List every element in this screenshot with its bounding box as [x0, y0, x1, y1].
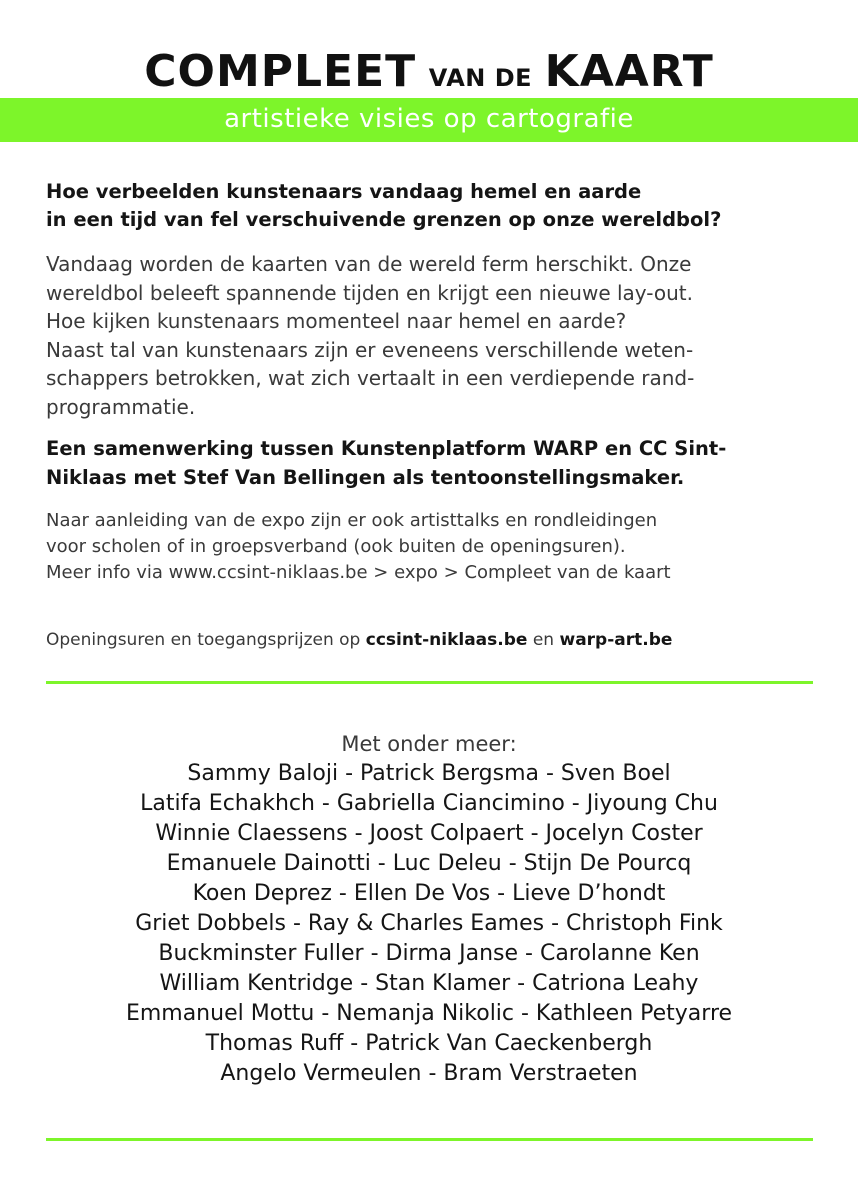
hours-conjunction: en	[527, 630, 560, 650]
artist-line: William Kentridge - Stan Klamer - Catriona Leahy	[159, 971, 699, 996]
lead-question	[46, 178, 826, 234]
divider-bottom	[46, 1138, 813, 1141]
info-line: voor scholen of in groepsverband (ook buiten de openingsuren).	[46, 536, 626, 557]
divider-top	[46, 681, 813, 684]
title-kaart: KAART	[544, 46, 714, 97]
info-line: Naar aanleiding van de expo zijn er ook artisttalks en rondleidingen	[46, 510, 658, 531]
title-compleet: COMPLEET	[144, 46, 417, 97]
artist-line: Griet Dobbels - Ray & Charles Eames - Christoph Fink	[135, 911, 723, 936]
artist-line: Emmanuel Mottu - Nemanja Nikolic - Kathleen Petyarre	[125, 1001, 733, 1026]
collaboration-statement	[46, 434, 826, 492]
artist-line: Buckminster Fuller - Dirma Janse - Carolanne Ken	[158, 941, 700, 966]
paragraph-line: Naast tal van kunstenaars zijn er eveneens verschillende weten-	[46, 337, 694, 362]
warp-art-link[interactable]: warp-art.be	[559, 630, 673, 650]
lead-question-line: in een tijd van fel verschuivende grenzen op onze wereldbol?	[46, 208, 722, 231]
collaboration-line: Een samenwerking tussen Kunstenplatform WARP en CC Sint-	[46, 437, 727, 460]
artist-list-intro: Met onder meer:	[341, 732, 517, 756]
subtitle-band	[0, 98, 858, 142]
collaboration-line: Niklaas met Stef Van Bellingen als tentoonstellingsmaker.	[46, 466, 685, 489]
info-line: Meer info via www.ccsint-niklaas.be > expo > Compleet van de kaart	[46, 562, 671, 583]
paragraph-line: Vandaag worden de kaarten van de wereld ferm herschikt. Onze	[46, 252, 692, 276]
paragraph-line: schappers betrokken, wat zich vertaalt in een verdiepende rand-	[46, 366, 695, 390]
ccsint-niklaas-link[interactable]: ccsint-niklaas.be	[365, 630, 528, 650]
intro-paragraph	[46, 250, 826, 421]
paragraph-line: Hoe kijken kunstenaars momenteel naar hemel en aarde?	[46, 309, 627, 333]
page-title	[0, 46, 858, 97]
hours-prefix: Openingsuren en toegangsprijzen op	[46, 630, 366, 650]
artist-line: Koen Deprez - Ellen De Vos - Lieve D’hondt	[192, 881, 666, 906]
artist-line: Angelo Vermeulen - Bram Verstraeten	[220, 1061, 638, 1086]
paragraph-line: wereldbol beleeft spannende tijden en krijgt een nieuwe lay-out.	[46, 280, 693, 305]
subtitle: artistieke visies op cartografie	[224, 104, 634, 134]
artist-line: Thomas Ruff - Patrick Van Caeckenbergh	[205, 1031, 653, 1056]
artist-list	[0, 729, 858, 1089]
title-van-de: VAN DE	[428, 64, 533, 92]
info-paragraph	[46, 508, 826, 586]
artist-line: Latifa Echakhch - Gabriella Ciancimino - Jiyoung Chu	[140, 791, 718, 816]
paragraph-line: programmatie.	[46, 394, 196, 419]
artist-line: Emanuele Dainotti - Luc Deleu - Stijn De Pourcq	[166, 851, 692, 876]
artist-line: Winnie Claessens - Joost Colpaert - Jocelyn Coster	[155, 821, 703, 846]
artist-line: Sammy Baloji - Patrick Bergsma - Sven Boel	[187, 761, 671, 786]
opening-hours-note	[46, 627, 826, 653]
lead-question-line: Hoe verbeelden kunstenaars vandaag hemel en aarde	[46, 180, 642, 203]
